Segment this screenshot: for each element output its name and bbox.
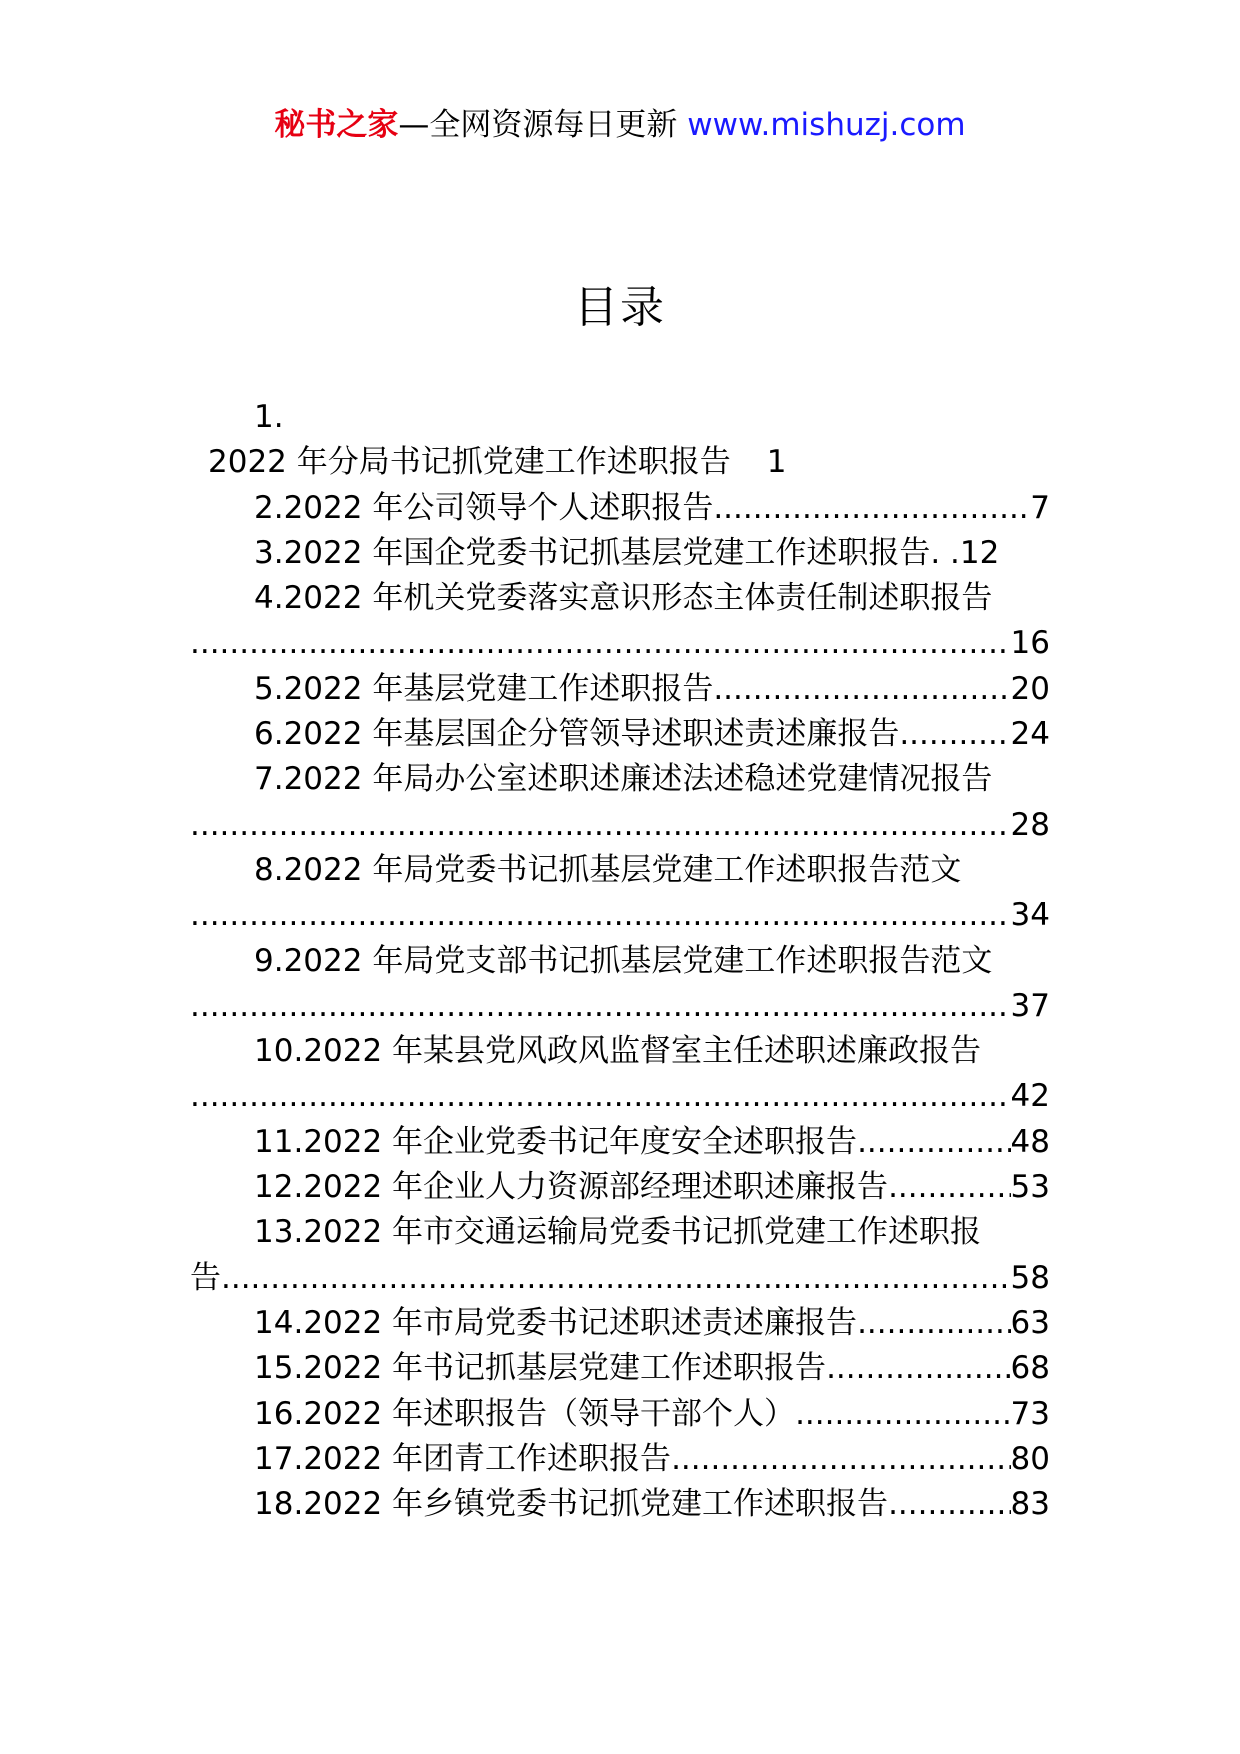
toc-entry-1-number-line[interactable] [190,395,1050,440]
toc-entry-title: 2022 年机关党委落实意识形态主体责任制述职报告 [283,580,993,617]
toc-entry-page: 80 [1010,1440,1050,1477]
toc-leader-dots [888,1482,1010,1527]
header-url-link[interactable]: www.mishuzj.com [687,107,966,143]
toc-entry-page: 7 [1030,489,1050,526]
toc-entry-title: 2022 年乡镇党委书记抓党建工作述职报告 [303,1486,889,1523]
toc-leader-dots [888,1165,1010,1210]
toc-entry-title: 2022 年基层国企分管领导述职述责述廉报告 [283,716,900,753]
toc-entry-number: 6. [254,716,284,753]
toc-entry-1[interactable] [190,440,1050,485]
toc-entry-3[interactable] [190,531,1050,576]
toc-entry-6[interactable] [190,712,1050,757]
toc-entry-title: 2022 年公司领导个人述职报告 [283,489,714,526]
toc-entry-8-leader[interactable] [190,893,1050,938]
toc-entry-13[interactable] [190,1210,1050,1255]
toc-leader-dots [190,1074,1011,1119]
toc-entry-number: 14. [254,1304,304,1341]
toc-leader-dots [671,1437,1010,1482]
toc-entry-14[interactable] [190,1301,1050,1346]
toc-entry-page: 53 [1010,1169,1050,1206]
toc-entry-number: 4. [254,580,284,617]
toc-entry-title: 2022 年局办公室述职述廉述法述稳述党建情况报告 [283,761,993,798]
toc-entry-number: 1. [254,399,284,435]
toc-entry-number: 16. [254,1395,304,1432]
toc-entry-18[interactable] [190,1482,1050,1527]
toc-entry-15[interactable] [190,1346,1050,1391]
toc-entry-9[interactable] [190,939,1050,984]
toc-entry-number: 9. [254,942,284,979]
page-header [0,100,1240,150]
toc-entry-page: 16 [1010,625,1050,662]
toc-entry-8[interactable] [190,848,1050,893]
toc-entry-title: 2022 年国企党委书记抓基层党建工作述职报告 [283,534,931,571]
brand-name: 秘书之家 [274,107,399,143]
toc-entry-page: 28 [1010,806,1050,843]
table-of-contents [190,395,1050,1527]
toc-entry-11[interactable] [190,1120,1050,1165]
toc-entry-title: 2022 年某县党风政风监督室主任述职述廉政报告 [303,1033,982,1070]
toc-leader-dots [795,1392,1010,1437]
toc-leader-dots [190,621,1011,666]
toc-entry-page: 48 [1010,1123,1050,1160]
toc-entry-number: 2. [254,489,284,526]
toc-entry-title-continued: 告 [190,1259,221,1296]
toc-entry-number: 18. [254,1486,304,1523]
toc-entry-page: 34 [1010,897,1050,934]
toc-entry-page: 12 [959,534,1000,571]
toc-leader-dots [857,1120,1010,1165]
toc-entry-title: 2022 年局党支部书记抓基层党建工作述职报告范文 [283,942,993,979]
header-slogan: —全网资源每日更新 [398,107,678,143]
toc-entry-number: 17. [254,1440,304,1477]
toc-entry-page: 24 [1010,716,1050,753]
toc-entry-title: 2022 年团青工作述职报告 [303,1440,672,1477]
toc-entry-page: 42 [1010,1078,1050,1115]
toc-entry-9-leader[interactable] [190,984,1050,1029]
toc-entry-number: 5. [254,670,284,707]
toc-leader-dots [221,1256,1011,1301]
toc-entry-number: 10. [254,1033,304,1070]
toc-entry-4[interactable] [190,576,1050,621]
toc-leader-dots [857,1301,1010,1346]
toc-entry-title: 2022 年企业人力资源部经理述职述廉报告 [303,1169,889,1206]
toc-entry-number: 11. [254,1123,304,1160]
toc-entry-page: 63 [1010,1304,1050,1341]
toc-leader-dots [713,667,1010,712]
toc-entry-16[interactable] [190,1392,1050,1437]
toc-entry-title: 2022 年市交通运输局党委书记抓党建工作述职报 [303,1214,982,1251]
toc-entry-2[interactable] [190,486,1050,531]
toc-entry-7[interactable] [190,757,1050,802]
toc-leader-dots: . . [930,534,960,571]
toc-entry-number: 13. [254,1214,304,1251]
toc-entry-title: 2022 年局党委书记抓基层党建工作述职报告范文 [283,851,962,888]
toc-entry-page: 68 [1010,1350,1050,1387]
toc-entry-page: 73 [1010,1395,1050,1432]
toc-entry-number: 3. [254,534,284,571]
toc-leader-dots [190,893,1011,938]
toc-entry-number: 7. [254,761,284,798]
toc-entry-17[interactable] [190,1437,1050,1482]
toc-entry-number: 15. [254,1350,304,1387]
toc-entry-12[interactable] [190,1165,1050,1210]
toc-entry-page: 20 [1010,670,1050,707]
toc-entry-title: 2022 年市局党委书记述职述责述廉报告 [303,1304,858,1341]
toc-entry-10[interactable] [190,1029,1050,1074]
toc-entry-title: 2022 年基层党建工作述职报告 [283,670,714,707]
toc-entry-13-leader[interactable] [190,1256,1050,1301]
toc-entry-title: 2022 年述职报告（领导干部个人） [303,1395,796,1432]
toc-title: 目录 [574,282,666,333]
toc-entry-page: 83 [1010,1486,1050,1523]
toc-entry-10-leader[interactable] [190,1074,1050,1119]
toc-entry-title: 2022 年书记抓基层党建工作述职报告 [303,1350,827,1387]
toc-entry-title: 2022 年企业党委书记年度安全述职报告 [303,1123,858,1160]
toc-entry-page: 37 [1010,987,1050,1024]
toc-leader-dots [190,803,1011,848]
toc-entry-5[interactable] [190,667,1050,712]
toc-entry-page: 1 [766,444,787,481]
toc-entry-page: 58 [1010,1259,1050,1296]
toc-leader-dots [713,486,1030,531]
toc-entry-number: 12. [254,1169,304,1206]
toc-entry-number: 8. [254,851,284,888]
toc-entry-title: 2022 年分局书记抓党建工作述职报告 [208,444,731,481]
toc-leader-dots [899,712,1010,757]
toc-entry-4-leader[interactable] [190,621,1050,666]
toc-entry-7-leader[interactable] [190,803,1050,848]
toc-leader-dots [190,984,1011,1029]
toc-leader-dots [826,1346,1010,1391]
